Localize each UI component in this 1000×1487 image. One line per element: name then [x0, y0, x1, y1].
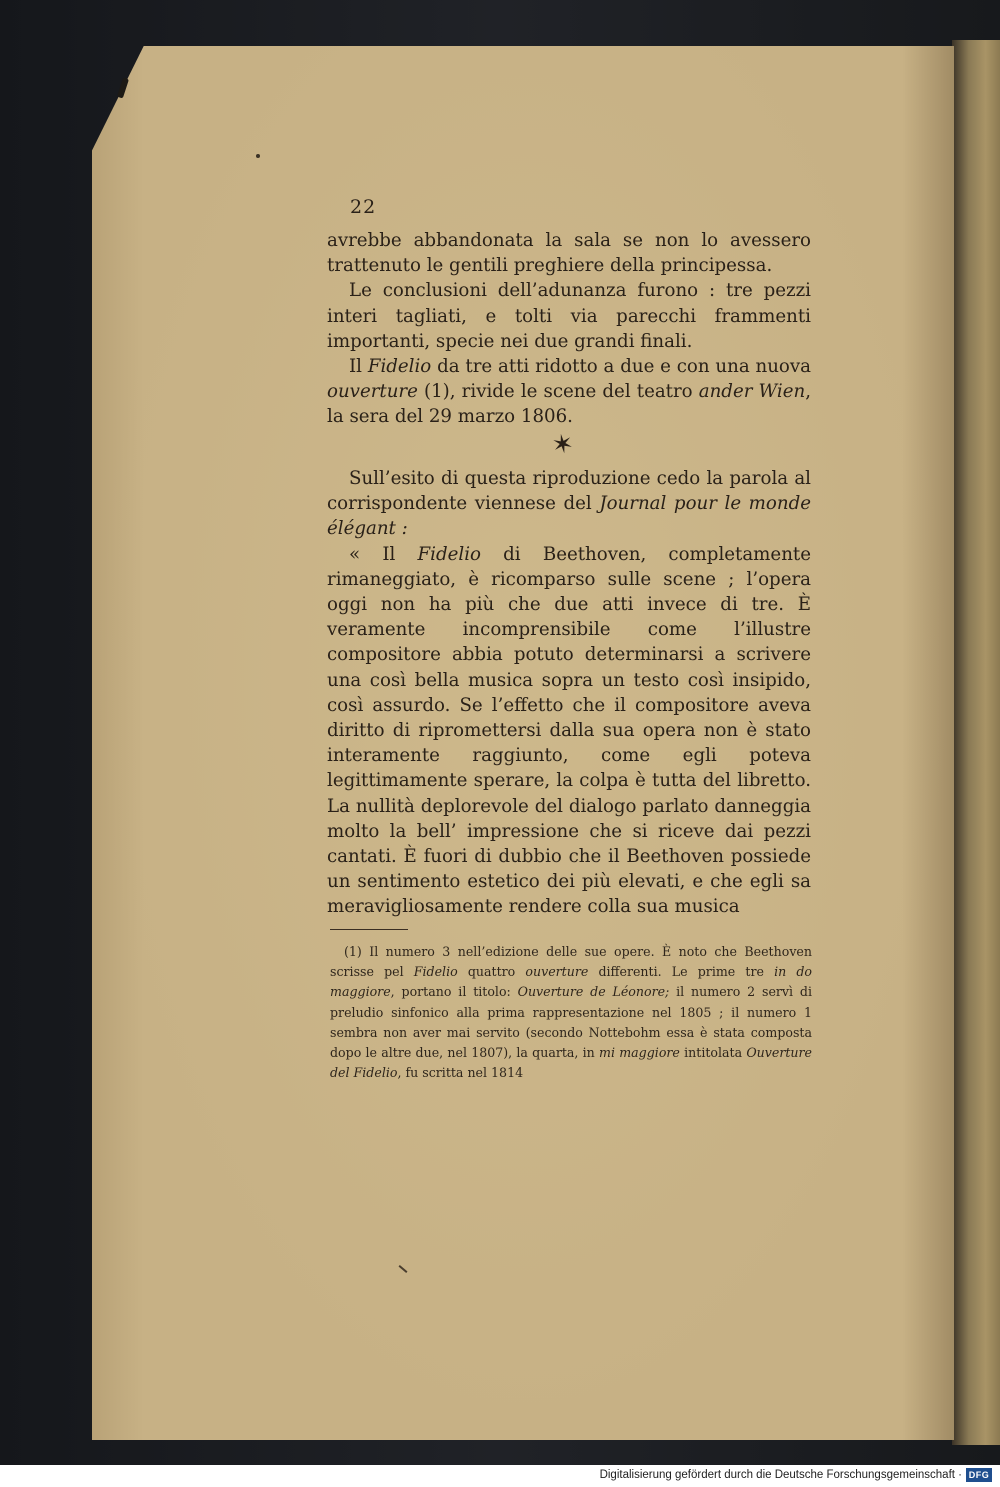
- section-star-ornament: ✶: [549, 428, 577, 462]
- funding-credit: Digitalisierung gefördert durch die Deutsche Forschungsgemeinschaft ·: [599, 1469, 962, 1481]
- paragraph-4: Sull’esito di questa riproduzione cedo la parola al corrispondente viennese del Journal pour le monde élégant :: [327, 468, 811, 540]
- next-page-edge: [952, 40, 1000, 1445]
- theatre-name: ander Wien: [698, 381, 806, 403]
- title-fidelio-2: Fidelio: [417, 543, 481, 565]
- term-ouverture: ouverture: [327, 381, 418, 403]
- main-text-block: [327, 228, 811, 430]
- paragraph-3: Il Fidelio da tre atti ridotto a due e con una nuova ouverture (1), rivide le scene del teatro ander Wien, la sera del 29 marzo 1806.: [327, 356, 811, 428]
- title-fidelio: Fidelio: [367, 356, 432, 378]
- journal-title: Journal pour le monde élégant :: [327, 493, 811, 540]
- paragraph-1: avrebbe abbandonata la sala se non lo avessero trattenuto le gentili preghiere della principessa.: [327, 230, 811, 277]
- footnote-divider: [330, 929, 408, 930]
- dfg-logo-icon: DFG: [966, 1468, 992, 1482]
- paper-speck: [256, 154, 260, 158]
- page-number: 22: [350, 196, 377, 218]
- second-text-block: [327, 466, 811, 920]
- paragraph-5-quote: « Il Fidelio di Beethoven, completamente rimaneggiato, è ricomparso sulle scene ; l’opera oggi non ha più che due atti invece di tre. È veramente incomprensibile come l’illustre compositore abbia potuto determinarsi a scrivere una così bella musica sopra un testo così insipido, così assurdo. Se l’effetto che il compositore aveva diritto di ripromettersi dalla sua opera non è stato interamente raggiunto, come egli poteva legittimamente sperare, la colpa è tutta del libretto. La nullità deplorevole del dialogo parlato danneggia molto la bell’ impressione che si riceve dai pezzi cantati. È fuori di dubbio che il Beethoven possiede un sentimento estetico dei più elevati, e che egli sa meravigliosamente rendere colla sua musica: [327, 543, 811, 918]
- paragraph-2: Le conclusioni dell’adunanza furono : tre pezzi interi tagliati, e tolti via parecchi frammenti importanti, specie nei due grandi finali.: [327, 280, 811, 352]
- footnote: (1) Il numero 3 nell’edizione delle sue opere. È noto che Beethoven scrisse pel Fidelio quattro ouverture differenti. Le prime tre in do maggiore, portano il titolo: Ouverture de Léonore; il numero 2 servì di preludio sinfonico alla prima rappresentazione nel 1805 ; il numero 1 sembra non aver mai servito (secondo Nottebohm essa è stata composta dopo le altre due, nel 1807), la quarta, in mi maggiore intitolata Ouverture del Fidelio, fu scritta nel 1814: [330, 944, 812, 1081]
